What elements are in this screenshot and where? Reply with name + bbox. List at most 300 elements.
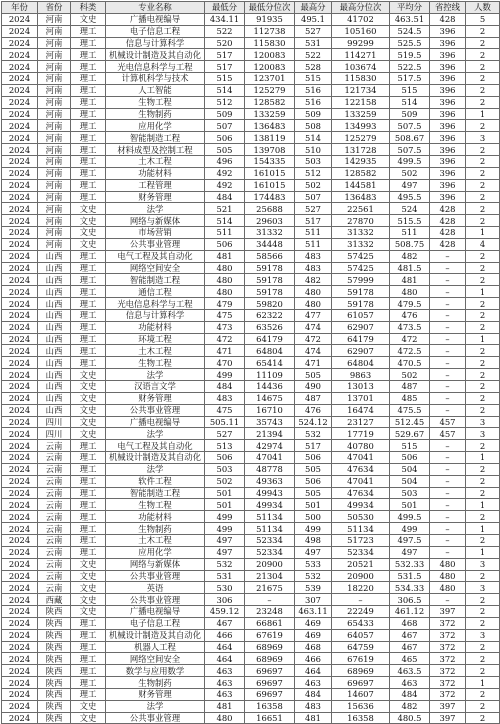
cell-avg-score: 502 [390, 167, 430, 179]
cell-major: 智能制造工程 [106, 132, 205, 144]
table-row [2, 345, 500, 357]
cell-major: 电子信息工程 [106, 25, 205, 37]
cell-min-score: 464 [205, 641, 245, 653]
cell-count: 3 [466, 428, 500, 440]
table-row [2, 61, 500, 73]
cell-count: 2 [466, 381, 500, 393]
cell-min-score: 470 [205, 357, 245, 369]
cell-count: 2 [466, 120, 500, 132]
cell-major: 英语 [106, 582, 205, 594]
cell-major: 公共事业管理 [106, 238, 205, 250]
cell-count: 2 [466, 49, 500, 61]
cell-control-line: 396 [430, 37, 466, 49]
cell-min-rank: 49363 [245, 475, 295, 487]
cell-min-rank: 68969 [245, 653, 295, 665]
cell-province: 山西 [38, 357, 71, 369]
cell-max-rank: 14607 [332, 688, 390, 700]
cell-year: 2024 [2, 499, 38, 511]
table-row [2, 534, 500, 546]
cell-control-line: – [430, 321, 466, 333]
cell-min-rank: 47041 [245, 452, 295, 464]
cell-count: 2 [466, 144, 500, 156]
cell-max-score: 483 [295, 250, 332, 262]
cell-category: 理工 [71, 120, 106, 132]
cell-count: 2 [466, 665, 500, 677]
cell-max-score: 512 [295, 167, 332, 179]
cell-min-score: 521 [205, 203, 245, 215]
table-row [2, 700, 500, 712]
cell-year: 2024 [2, 688, 38, 700]
cell-major: 生物工程 [106, 499, 205, 511]
cell-min-rank: 69697 [245, 688, 295, 700]
table-row [2, 167, 500, 179]
cell-category: 理工 [71, 321, 106, 333]
cell-year: 2024 [2, 25, 38, 37]
cell-min-rank: 52334 [245, 534, 295, 546]
cell-avg-score: 306.5 [390, 594, 430, 606]
cell-max-score: 474 [295, 321, 332, 333]
cell-max-score: 487 [295, 392, 332, 404]
cell-count: 3 [466, 132, 500, 144]
cell-max-score: 464 [295, 665, 332, 677]
cell-max-rank: 41702 [332, 13, 390, 25]
table-row [2, 712, 500, 724]
cell-province: 河南 [38, 238, 71, 250]
cell-control-line: 428 [430, 13, 466, 25]
cell-min-score: 501 [205, 487, 245, 499]
cell-major: 机械设计制造及其自动化 [106, 452, 205, 464]
cell-major: 土木工程 [106, 155, 205, 167]
cell-major: 软件工程 [106, 475, 205, 487]
cell-avg-score: 503 [390, 487, 430, 499]
table-row [2, 594, 500, 606]
cell-min-score: 505.11 [205, 416, 245, 428]
cell-max-rank: 67619 [332, 653, 390, 665]
cell-min-score: 492 [205, 167, 245, 179]
cell-avg-score: 463.51 [390, 13, 430, 25]
cell-major: 电气工程及其自动化 [106, 440, 205, 452]
cell-control-line: – [430, 404, 466, 416]
cell-min-score: 463 [205, 665, 245, 677]
cell-max-score: 463.11 [295, 606, 332, 618]
cell-max-rank: 17719 [332, 428, 390, 440]
cell-min-score: 515 [205, 73, 245, 85]
cell-category: 理工 [71, 487, 106, 499]
cell-category: 理工 [71, 144, 106, 156]
cell-min-score: 532 [205, 558, 245, 570]
cell-count: 1 [466, 452, 500, 464]
cell-category: 文史 [71, 404, 106, 416]
table-row [2, 49, 500, 61]
cell-control-line: 396 [430, 132, 466, 144]
cell-year: 2024 [2, 167, 38, 179]
table-row [2, 653, 500, 665]
cell-count: 2 [466, 487, 500, 499]
cell-min-score: 509 [205, 108, 245, 120]
cell-province: 云南 [38, 499, 71, 511]
table-row [2, 191, 500, 203]
cell-count: 2 [466, 700, 500, 712]
table-row [2, 179, 500, 191]
cell-min-rank: 51134 [245, 523, 295, 535]
cell-control-line: 372 [430, 665, 466, 677]
cell-avg-score: 482 [390, 700, 430, 712]
cell-max-score: 533 [295, 558, 332, 570]
cell-min-rank: 120083 [245, 49, 295, 61]
cell-province: 陕西 [38, 641, 71, 653]
cell-max-rank: 47041 [332, 452, 390, 464]
cell-category: 理工 [71, 84, 106, 96]
cell-max-rank: 105160 [332, 25, 390, 37]
cell-min-score: 464 [205, 653, 245, 665]
cell-province: 河南 [38, 49, 71, 61]
cell-province: 陕西 [38, 688, 71, 700]
cell-count: 3 [466, 629, 500, 641]
cell-min-rank: 64179 [245, 333, 295, 345]
cell-category: 理工 [71, 357, 106, 369]
cell-max-rank: – [332, 594, 390, 606]
cell-min-score: 472 [205, 333, 245, 345]
cell-category: 理工 [71, 132, 106, 144]
cell-control-line: 396 [430, 96, 466, 108]
cell-category: 理工 [71, 546, 106, 558]
cell-count: 2 [466, 155, 500, 167]
table-row [2, 440, 500, 452]
cell-min-rank: 62322 [245, 309, 295, 321]
cell-category: 理工 [71, 286, 106, 298]
cell-count: 2 [466, 203, 500, 215]
cell-year: 2024 [2, 381, 38, 393]
cell-control-line: 480 [430, 558, 466, 570]
cell-max-score: 495.1 [295, 13, 332, 25]
cell-control-line: – [430, 440, 466, 452]
cell-count: 2 [466, 215, 500, 227]
table-row [2, 511, 500, 523]
cell-max-rank: 136483 [332, 191, 390, 203]
cell-count: 2 [466, 61, 500, 73]
cell-min-score: 531 [205, 570, 245, 582]
table-row [2, 546, 500, 558]
table-row [2, 298, 500, 310]
table-row [2, 463, 500, 475]
cell-min-score: 492 [205, 179, 245, 191]
cell-max-rank: 133259 [332, 108, 390, 120]
table-row [2, 523, 500, 535]
header-count: 人数 [466, 2, 500, 14]
cell-count: 1 [466, 108, 500, 120]
cell-min-score: 473 [205, 321, 245, 333]
cell-count: 2 [466, 357, 500, 369]
cell-max-score: 497 [295, 546, 332, 558]
cell-min-rank: 125279 [245, 84, 295, 96]
cell-year: 2024 [2, 84, 38, 96]
cell-avg-score: 514 [390, 96, 430, 108]
cell-avg-score: 468 [390, 617, 430, 629]
cell-category: 文史 [71, 606, 106, 618]
cell-province: 西藏 [38, 594, 71, 606]
table-row [2, 309, 500, 321]
cell-count: 2 [466, 688, 500, 700]
cell-max-rank: 61057 [332, 309, 390, 321]
table-row [2, 665, 500, 677]
cell-max-score: 307 [295, 594, 332, 606]
header-major: 专业名称 [106, 2, 205, 14]
cell-avg-score: 524 [390, 203, 430, 215]
cell-control-line: 428 [430, 227, 466, 239]
table-row [2, 262, 500, 274]
cell-major: 应用化学 [106, 120, 205, 132]
cell-avg-score: 529.67 [390, 428, 430, 440]
cell-control-line: – [430, 274, 466, 286]
cell-control-line: 372 [430, 617, 466, 629]
cell-year: 2024 [2, 61, 38, 73]
cell-category: 理工 [71, 677, 106, 689]
cell-year: 2024 [2, 428, 38, 440]
cell-min-score: 467 [205, 617, 245, 629]
cell-major: 法学 [106, 369, 205, 381]
cell-control-line: 396 [430, 73, 466, 85]
cell-province: 山西 [38, 404, 71, 416]
cell-avg-score: 482 [390, 250, 430, 262]
cell-year: 2024 [2, 37, 38, 49]
cell-max-score: 472 [295, 333, 332, 345]
cell-control-line: 396 [430, 120, 466, 132]
cell-min-score: 480 [205, 262, 245, 274]
cell-count: 2 [466, 37, 500, 49]
cell-max-rank: 144581 [332, 179, 390, 191]
cell-major: 公共事业管理 [106, 404, 205, 416]
cell-province: 陕西 [38, 617, 71, 629]
table-row [2, 120, 500, 132]
cell-category: 文史 [71, 558, 106, 570]
cell-count: 2 [466, 345, 500, 357]
cell-count: 3 [466, 558, 500, 570]
cell-major: 网络与新媒体 [106, 558, 205, 570]
cell-year: 2024 [2, 333, 38, 345]
cell-category: 理工 [71, 440, 106, 452]
table-row [2, 274, 500, 286]
header-min-score: 最低分 [205, 2, 245, 14]
cell-count: 2 [466, 641, 500, 653]
cell-avg-score: 467 [390, 641, 430, 653]
cell-min-rank: 161015 [245, 167, 295, 179]
cell-major: 法学 [106, 463, 205, 475]
cell-major: 光电信息科学与工程 [106, 61, 205, 73]
cell-max-score: 505 [295, 463, 332, 475]
cell-min-rank: 58566 [245, 250, 295, 262]
cell-province: 云南 [38, 570, 71, 582]
cell-major: 电子信息工程 [106, 617, 205, 629]
cell-avg-score: 485 [390, 392, 430, 404]
cell-year: 2024 [2, 49, 38, 61]
cell-min-rank: 59178 [245, 286, 295, 298]
cell-major: 智能制造工程 [106, 487, 205, 499]
cell-min-rank: 64804 [245, 345, 295, 357]
table-row [2, 37, 500, 49]
cell-major: 材料成型及控制工程 [106, 144, 205, 156]
cell-category: 理工 [71, 191, 106, 203]
cell-province: 河南 [38, 155, 71, 167]
cell-max-score: 507 [295, 191, 332, 203]
cell-avg-score: 465 [390, 653, 430, 665]
cell-province: 陕西 [38, 677, 71, 689]
cell-max-score: 516 [295, 84, 332, 96]
cell-max-score: 509 [295, 108, 332, 120]
cell-category: 文史 [71, 582, 106, 594]
cell-min-rank: 16651 [245, 712, 295, 724]
cell-major: 功能材料 [106, 511, 205, 523]
cell-avg-score: 531.5 [390, 570, 430, 582]
cell-max-score: 474 [295, 345, 332, 357]
cell-control-line: 396 [430, 144, 466, 156]
cell-min-rank: 21304 [245, 570, 295, 582]
cell-min-rank: 29603 [245, 215, 295, 227]
cell-avg-score: 497 [390, 546, 430, 558]
cell-year: 2024 [2, 677, 38, 689]
cell-province: 河南 [38, 25, 71, 37]
cell-major: 网络与新媒体 [106, 215, 205, 227]
table-row [2, 286, 500, 298]
cell-max-rank: 13701 [332, 392, 390, 404]
cell-max-score: 466 [295, 653, 332, 665]
cell-max-score: 517 [295, 440, 332, 452]
cell-category: 文史 [71, 594, 106, 606]
cell-avg-score: 524.5 [390, 25, 430, 37]
header-year: 年份 [2, 2, 38, 14]
cell-major: 人工智能 [106, 84, 205, 96]
table-row [2, 227, 500, 239]
cell-control-line: – [430, 309, 466, 321]
cell-year: 2024 [2, 179, 38, 191]
cell-control-line: 396 [430, 61, 466, 73]
cell-count: 2 [466, 309, 500, 321]
cell-major: 生物制药 [106, 108, 205, 120]
cell-year: 2024 [2, 227, 38, 239]
cell-count: 2 [466, 179, 500, 191]
cell-major: 生物工程 [106, 96, 205, 108]
cell-major: 财务管理 [106, 688, 205, 700]
cell-year: 2024 [2, 345, 38, 357]
cell-province: 陕西 [38, 700, 71, 712]
cell-year: 2024 [2, 617, 38, 629]
cell-province: 山西 [38, 250, 71, 262]
cell-avg-score: 506 [390, 452, 430, 464]
cell-year: 2024 [2, 392, 38, 404]
cell-avg-score: 502 [390, 369, 430, 381]
cell-avg-score: 501 [390, 499, 430, 511]
cell-category: 文史 [71, 416, 106, 428]
cell-min-rank: 161015 [245, 179, 295, 191]
cell-count: 2 [466, 321, 500, 333]
cell-max-rank: 16474 [332, 404, 390, 416]
cell-year: 2024 [2, 606, 38, 618]
cell-province: 河南 [38, 227, 71, 239]
cell-year: 2024 [2, 309, 38, 321]
cell-control-line: 428 [430, 215, 466, 227]
cell-year: 2024 [2, 475, 38, 487]
cell-min-rank: 112738 [245, 25, 295, 37]
cell-avg-score: 515 [390, 440, 430, 452]
cell-avg-score: 512.45 [390, 416, 430, 428]
cell-max-score: 469 [295, 629, 332, 641]
cell-category: 理工 [71, 37, 106, 49]
cell-province: 山西 [38, 262, 71, 274]
cell-max-rank: 15636 [332, 700, 390, 712]
cell-province: 河南 [38, 215, 71, 227]
cell-max-score: 532 [295, 570, 332, 582]
header-min-rank: 最低分位次 [245, 2, 295, 14]
cell-province: 云南 [38, 523, 71, 535]
cell-max-score: 527 [295, 25, 332, 37]
cell-min-score: 499 [205, 369, 245, 381]
cell-avg-score: 532.33 [390, 558, 430, 570]
cell-year: 2024 [2, 594, 38, 606]
cell-category: 文史 [71, 369, 106, 381]
cell-category: 理工 [71, 653, 106, 665]
cell-min-score: 517 [205, 61, 245, 73]
cell-year: 2024 [2, 132, 38, 144]
cell-max-rank: 65433 [332, 617, 390, 629]
cell-province: 陕西 [38, 653, 71, 665]
cell-count: 2 [466, 653, 500, 665]
table-row [2, 499, 500, 511]
cell-min-score: 506 [205, 452, 245, 464]
cell-min-score: 497 [205, 534, 245, 546]
cell-avg-score: 499.5 [390, 511, 430, 523]
table-row [2, 13, 500, 25]
cell-max-rank: 49934 [332, 499, 390, 511]
cell-min-score: 475 [205, 309, 245, 321]
cell-year: 2024 [2, 582, 38, 594]
table-row [2, 617, 500, 629]
cell-control-line: – [430, 381, 466, 393]
cell-avg-score: 497 [390, 179, 430, 191]
table-row [2, 155, 500, 167]
cell-province: 河南 [38, 84, 71, 96]
cell-category: 理工 [71, 617, 106, 629]
cell-year: 2024 [2, 546, 38, 558]
cell-min-score: 502 [205, 475, 245, 487]
cell-major: 生物制药 [106, 677, 205, 689]
cell-avg-score: 497.5 [390, 534, 430, 546]
cell-min-score: 514 [205, 84, 245, 96]
cell-major: 通信工程 [106, 286, 205, 298]
cell-province: 云南 [38, 534, 71, 546]
cell-count: 2 [466, 274, 500, 286]
cell-max-rank: 22249 [332, 606, 390, 618]
cell-major: 财务管理 [106, 392, 205, 404]
cell-province: 河南 [38, 96, 71, 108]
cell-max-rank: 121734 [332, 84, 390, 96]
cell-max-rank: 27870 [332, 215, 390, 227]
cell-max-score: 510 [295, 144, 332, 156]
cell-max-rank: 57425 [332, 262, 390, 274]
cell-category: 理工 [71, 463, 106, 475]
cell-min-score: 483 [205, 392, 245, 404]
cell-year: 2024 [2, 155, 38, 167]
cell-min-rank: 154335 [245, 155, 295, 167]
cell-min-score: 479 [205, 298, 245, 310]
cell-max-rank: 22561 [332, 203, 390, 215]
table-row [2, 144, 500, 156]
cell-max-score: 532 [295, 428, 332, 440]
cell-year: 2024 [2, 215, 38, 227]
cell-major: 电气工程及其自动化 [106, 250, 205, 262]
cell-avg-score: 461.12 [390, 606, 430, 618]
cell-min-score: 463 [205, 677, 245, 689]
cell-max-rank: 64804 [332, 357, 390, 369]
cell-category: 理工 [71, 333, 106, 345]
